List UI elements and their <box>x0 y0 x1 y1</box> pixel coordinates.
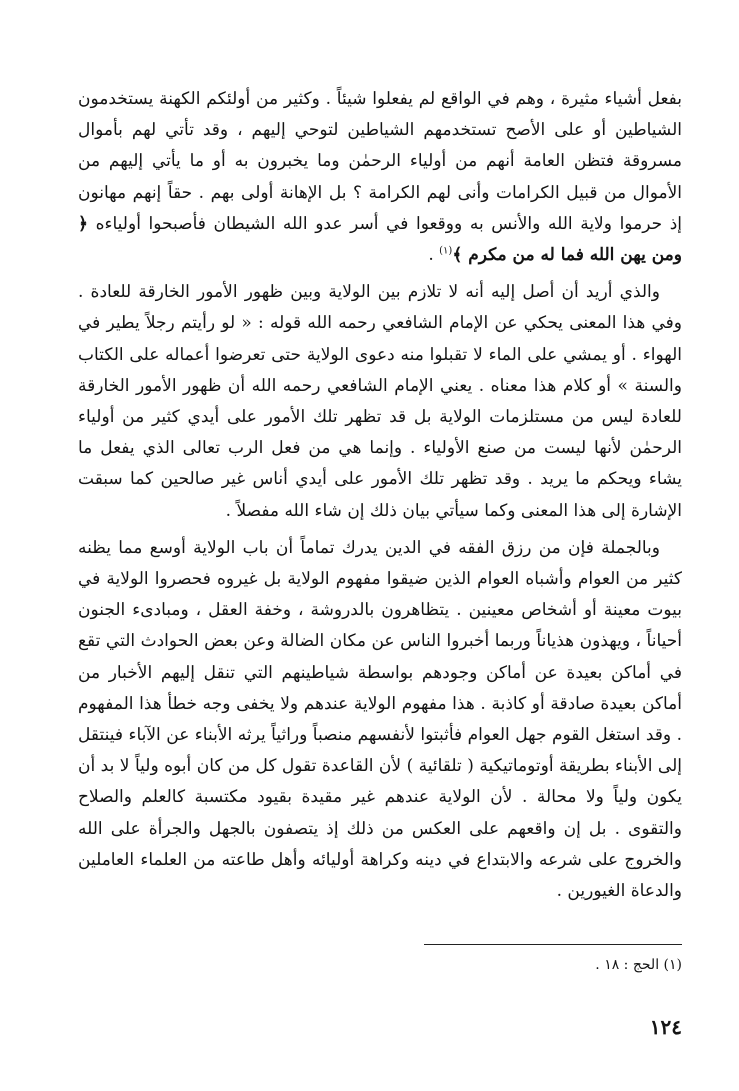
footnote: (١) الحج : ١٨ . <box>595 957 682 973</box>
footnote-reference[interactable]: (١) <box>439 245 453 257</box>
quran-verse: ﴿ ومن يهن الله فما له من مكرم ﴾ <box>78 213 682 266</box>
paragraph-2: والذي أريد أن أصل إليه أنه لا تلازم بين الولاية وبين ظهور الأمور الخارقة للعادة . وفي هذا المعنى يحكي عن الإمام الشافعي رحمه الله قوله : « لو رأيتم رجلاً يطير في الهواء . أو يمشي على الماء لا تقبلوا منه دعوى الولاية حتى تعرضوا أعماله على الكتاب والسنة » أو كلام هذا معناه . يعني الإمام الشافعي رحمه الله أن ظهور الأمور الخارقة للعادة ليس من مستلزمات الولاية بل قد تظهر تلك الأمور على أيدي كثير من أولياء الرحمٰن لأنها ليست من صنع الأولياء . وإنما هي من فعل الرب تعالى الذي يفعل ما يشاء ويحكم ما يريد . وقد تظهر تلك الأمور على أيدي أناس غير صالحين كما سبقت الإشارة إلى هذا المعنى وكما سيأتي بيان ذلك إن شاء الله مفصلاً . <box>78 282 682 521</box>
paragraph-1 <box>78 84 682 271</box>
paragraph-3: وبالجملة فإن من رزق الفقه في الدين يدرك تماماً أن باب الولاية أوسع مما يظنه كثير من العوام وأشباه العوام الذين ضيقوا مفهوم الولاية بل غيروه فحصروا الولاية في بيوت معينة أو أشخاص معينين . يتظاهرون بالدروشة ، وخفة العقل ، ومبادىء الجنون أحياناً ، ويهذون هذياناً وربما أخبروا الناس عن مكان الضالة وعن بعض الحوادث التي تقع في أماكن بعيدة عن أماكن وجودهم بواسطة شياطينهم التي تنقل إليهم الأخبار من أماكن بعيدة صادقة أو كاذبة . هذا مفهوم الولاية عندهم ولا يخفى وجه خطأ هذا المفهوم . وقد استغل القوم جهل العوام فأثبتوا لأنفسهم منصباً وراثياً يرثه الأبناء عن الآباء فينتقل إلى الأبناء بطريقة أوتوماتيكية ( تلقائية ) لأن القاعدة تقول كل من كان أبوه ولياً لا بد أن يكون ولياً ولا محالة . لأن الولاية عندهم غير مقيدة بقيود مكتسبة كالعلم والصلاح والتقوى . بل إن واقعهم على العكس من ذلك إذ يتصفون بالجهل والجرأة على الله والخروج على شرعه والابتداع في دينه وكراهة أوليائه وأهل طاعته من العلماء العاملين والدعاة الغيورين . <box>78 537 683 902</box>
footnote-divider <box>424 944 682 945</box>
main-text <box>78 84 682 907</box>
paragraph-1-text: بفعل أشياء مثيرة ، وهم في الواقع لم يفعلوا شيئاً . وكثير من أولئكم الكهنة يستخدمون الشياطين أو على الأصح تستخدمهم الشياطين لتوحي إليهم ، وقد تأتي لهم بأموال مسروقة فتظن العامة أنهم من أولياء الرحمٰن وما يخبرون به أو ما يأتي إليهم من الأموال من قبيل الكرامات وأنى لهم الكرامة ؟ بل الإهانة أولى بهم . حقاً إنهم مهانون إذ حرموا ولاية الله والأنس به ووقعوا في أسر عدو الله الشيطان فأصبحوا أولياءه <box>78 89 682 234</box>
paragraph-1-end: . <box>428 245 440 266</box>
page-number: ١٢٤ <box>649 1015 682 1039</box>
